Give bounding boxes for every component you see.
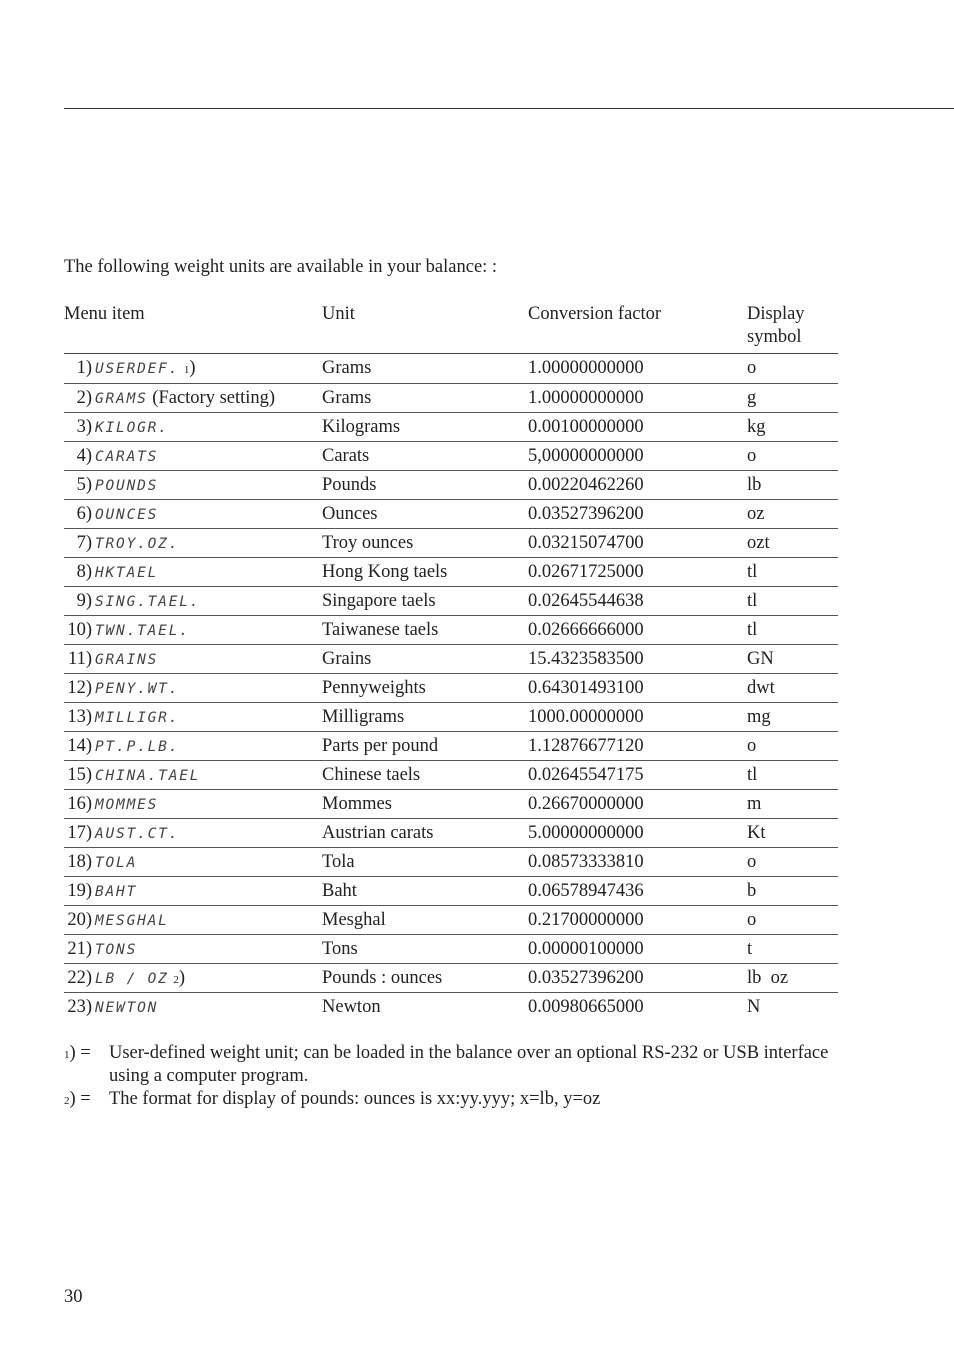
display-code: MILLIGR. <box>95 710 180 726</box>
conversion-factor-cell: 15.4323583500 <box>528 649 644 669</box>
display-code: KILOGR. <box>95 420 169 436</box>
menu-item-cell <box>64 384 275 414</box>
item-number: 13) <box>67 707 92 727</box>
conversion-factor-cell: 0.02666666000 <box>528 620 644 640</box>
menu-item-cell <box>64 732 179 762</box>
footnote <box>64 1042 829 1086</box>
weight-units-table <box>64 303 838 1021</box>
display-symbol-cell: tl <box>747 562 758 582</box>
conversion-factor-cell: 0.03215074700 <box>528 533 644 553</box>
display-symbol-cell: dwt <box>747 678 775 698</box>
unit-cell: Austrian carats <box>322 823 434 843</box>
unit-cell: Pounds : ounces <box>322 968 443 988</box>
display-code: CHINA.TAEL <box>95 768 201 784</box>
menu-item-cell <box>64 703 179 733</box>
conversion-factor-cell: 0.26670000000 <box>528 794 644 814</box>
unit-cell: Grams <box>322 388 372 408</box>
item-number: 7) <box>76 533 92 553</box>
display-code: TWN.TAEL. <box>95 623 190 639</box>
table-row <box>64 471 838 500</box>
conversion-factor-cell: 0.02645544638 <box>528 591 644 611</box>
table-row <box>64 587 838 616</box>
display-code: MESGHAL <box>95 913 169 929</box>
item-number: 2) <box>76 388 92 408</box>
table-header <box>64 303 838 354</box>
item-number: 21) <box>67 939 92 959</box>
unit-cell: Grains <box>322 649 372 669</box>
menu-item-cell <box>64 674 179 704</box>
menu-item-cell <box>64 848 137 878</box>
display-code: PENY.WT. <box>95 681 180 697</box>
unit-cell: Milligrams <box>322 707 405 727</box>
display-symbol-cell: Kt <box>747 823 766 843</box>
unit-cell: Pennyweights <box>322 678 426 698</box>
table-row <box>64 384 838 413</box>
table-row <box>64 674 838 703</box>
item-number: 14) <box>67 736 92 756</box>
display-code: TOLA <box>95 855 138 871</box>
display-symbol-cell: mg <box>747 707 771 727</box>
display-symbol-cell: m <box>747 794 762 814</box>
header-unit: Unit <box>322 304 355 324</box>
menu-item-cell <box>64 935 137 965</box>
conversion-factor-cell: 0.02671725000 <box>528 562 644 582</box>
unit-cell: Chinese taels <box>322 765 421 785</box>
table-row <box>64 500 838 529</box>
display-symbol-cell: tl <box>747 591 758 611</box>
menu-item-cell <box>64 993 158 1023</box>
conversion-factor-cell: 0.00000100000 <box>528 939 644 959</box>
table-row <box>64 558 838 587</box>
item-number: 9) <box>76 591 92 611</box>
display-symbol-cell: o <box>747 446 757 466</box>
conversion-factor-cell: 1000.00000000 <box>528 707 644 727</box>
display-code: PT.P.LB. <box>95 739 180 755</box>
item-number: 11) <box>68 649 92 669</box>
conversion-factor-cell: 0.00220462260 <box>528 475 644 495</box>
display-symbol-cell: tl <box>747 620 758 640</box>
conversion-factor-cell: 1.12876677120 <box>528 736 644 756</box>
menu-item-cell <box>64 413 169 443</box>
header-conversion-factor: Conversion factor <box>528 304 662 324</box>
footnote-text: The format for display of pounds: ounces is xx:yy.yyy; x=lb, y=oz <box>109 1089 601 1109</box>
conversion-factor-cell: 1.00000000000 <box>528 358 644 378</box>
menu-item-cell <box>64 906 169 936</box>
intro-text: The following weight units are available in your balance: : <box>64 257 498 277</box>
menu-item-cell <box>64 500 158 530</box>
display-symbol-cell: t <box>747 939 753 959</box>
display-code: HKTAEL <box>95 565 159 581</box>
conversion-factor-cell: 0.08573333810 <box>528 852 644 872</box>
display-symbol-cell: GN <box>747 649 774 669</box>
unit-cell: Tola <box>322 852 355 872</box>
unit-cell: Carats <box>322 446 370 466</box>
display-symbol-cell: o <box>747 358 757 378</box>
table-row <box>64 442 838 471</box>
unit-cell: Mesghal <box>322 910 386 930</box>
table-row <box>64 819 838 848</box>
menu-item-cell <box>64 558 158 588</box>
conversion-factor-cell: 0.64301493100 <box>528 678 644 698</box>
conversion-factor-cell: 0.03527396200 <box>528 968 644 988</box>
conversion-factor-cell: 0.00980665000 <box>528 997 644 1017</box>
footnote <box>64 1088 601 1111</box>
footnote-ref: 2 <box>173 974 179 986</box>
display-symbol-cell: lb <box>747 475 762 495</box>
table-row <box>64 993 838 1021</box>
menu-item-note: (Factory setting) <box>147 388 276 408</box>
item-number: 4) <box>76 446 92 466</box>
item-number: 20) <box>67 910 92 930</box>
item-number: 3) <box>76 417 92 437</box>
unit-cell: Hong Kong taels <box>322 562 448 582</box>
conversion-factor-cell: 0.02645547175 <box>528 765 644 785</box>
display-symbol-cell: tl <box>747 765 758 785</box>
unit-cell: Tons <box>322 939 358 959</box>
menu-item-cell <box>64 587 200 617</box>
unit-cell: Baht <box>322 881 357 901</box>
display-symbol-cell: oz <box>747 504 765 524</box>
display-code: OUNCES <box>95 507 159 523</box>
item-number: 22) <box>67 968 92 988</box>
conversion-factor-cell: 0.06578947436 <box>528 881 644 901</box>
unit-cell: Kilograms <box>322 417 401 437</box>
conversion-factor-cell: 5,00000000000 <box>528 446 644 466</box>
item-number: 15) <box>67 765 92 785</box>
display-code: BAHT <box>95 884 138 900</box>
display-symbol-cell: b <box>747 881 757 901</box>
display-symbol-cell: lb oz <box>747 968 789 988</box>
menu-item-cell <box>64 354 196 384</box>
header-menu-item: Menu item <box>64 304 145 324</box>
display-symbol-cell: o <box>747 910 757 930</box>
table-row <box>64 616 838 645</box>
footnote-ref: 1 <box>183 364 190 376</box>
table-row <box>64 935 838 964</box>
item-number: 16) <box>67 794 92 814</box>
item-number: 12) <box>67 678 92 698</box>
menu-item-cell <box>64 471 158 501</box>
display-symbol-cell: kg <box>747 417 766 437</box>
display-symbol-cell: o <box>747 736 757 756</box>
menu-item-cell <box>64 442 158 472</box>
unit-cell: Mommes <box>322 794 392 814</box>
footnote-text: User-defined weight unit; can be loaded in the balance over an optional RS-232 or USB interface using a computer program. <box>109 1043 829 1086</box>
header-rule <box>64 108 954 109</box>
table-row <box>64 964 838 993</box>
unit-cell: Taiwanese taels <box>322 620 439 640</box>
display-symbol-cell: g <box>747 388 757 408</box>
table-row <box>64 790 838 819</box>
unit-cell: Newton <box>322 997 381 1017</box>
unit-cell: Parts per pound <box>322 736 439 756</box>
conversion-factor-cell: 0.03527396200 <box>528 504 644 524</box>
item-number: 19) <box>67 881 92 901</box>
table-row <box>64 906 838 935</box>
footnote-marker: $^2$) = <box>64 1089 91 1109</box>
display-code: TONS <box>95 942 138 958</box>
item-number: 6) <box>76 504 92 524</box>
item-number: 18) <box>67 852 92 872</box>
menu-item-cell <box>64 964 185 994</box>
item-number: 8) <box>76 562 92 582</box>
display-code: LB / OZ <box>95 971 169 987</box>
table-row <box>64 529 838 558</box>
display-code: SING.TAEL. <box>95 594 201 610</box>
display-code: POUNDS <box>95 478 159 494</box>
conversion-factor-cell: 5.00000000000 <box>528 823 644 843</box>
item-number: 10) <box>67 620 92 640</box>
display-symbol-cell: o <box>747 852 757 872</box>
display-code: NEWTON <box>95 1000 159 1016</box>
table-row <box>64 761 838 790</box>
menu-item-cell <box>64 819 179 849</box>
menu-item-cell <box>64 645 158 675</box>
table-row <box>64 645 838 674</box>
conversion-factor-cell: 0.00100000000 <box>528 417 644 437</box>
conversion-factor-cell: 1.00000000000 <box>528 388 644 408</box>
footnote-marker: $^1$) = <box>64 1043 91 1063</box>
item-number: 1) <box>76 358 92 378</box>
unit-cell: Ounces <box>322 504 378 524</box>
display-code: GRAINS <box>95 652 159 668</box>
item-number: 23) <box>67 997 92 1017</box>
table-row <box>64 877 838 906</box>
table-row <box>64 732 838 761</box>
display-symbol-cell: N <box>747 997 761 1017</box>
menu-item-cell <box>64 616 190 646</box>
table-row <box>64 848 838 877</box>
header-display-symbol: Display symbol <box>747 304 805 347</box>
display-code: CARATS <box>95 449 159 465</box>
footnote-ref-close: ) <box>178 968 186 988</box>
display-code: USERDEF. <box>95 361 180 377</box>
table-row <box>64 703 838 732</box>
footnote-ref-close: ) <box>189 358 196 378</box>
table-body <box>64 354 838 1021</box>
display-code: TROY.OZ. <box>95 536 180 552</box>
page-number: 30 <box>64 1287 83 1307</box>
menu-item-cell <box>64 877 137 907</box>
unit-cell: Pounds <box>322 475 377 495</box>
menu-item-cell <box>64 790 158 820</box>
unit-cell: Grams <box>322 358 372 378</box>
menu-item-cell <box>64 529 179 559</box>
display-code: GRAMS <box>95 391 148 407</box>
display-code: AUST.CT. <box>95 826 180 842</box>
item-number: 17) <box>67 823 92 843</box>
display-symbol-cell: ozt <box>747 533 770 553</box>
menu-item-cell <box>64 761 200 791</box>
table-row <box>64 354 838 384</box>
unit-cell: Troy ounces <box>322 533 414 553</box>
item-number: 5) <box>76 475 92 495</box>
display-code: MOMMES <box>95 797 159 813</box>
conversion-factor-cell: 0.21700000000 <box>528 910 644 930</box>
unit-cell: Singapore taels <box>322 591 436 611</box>
table-row <box>64 413 838 442</box>
